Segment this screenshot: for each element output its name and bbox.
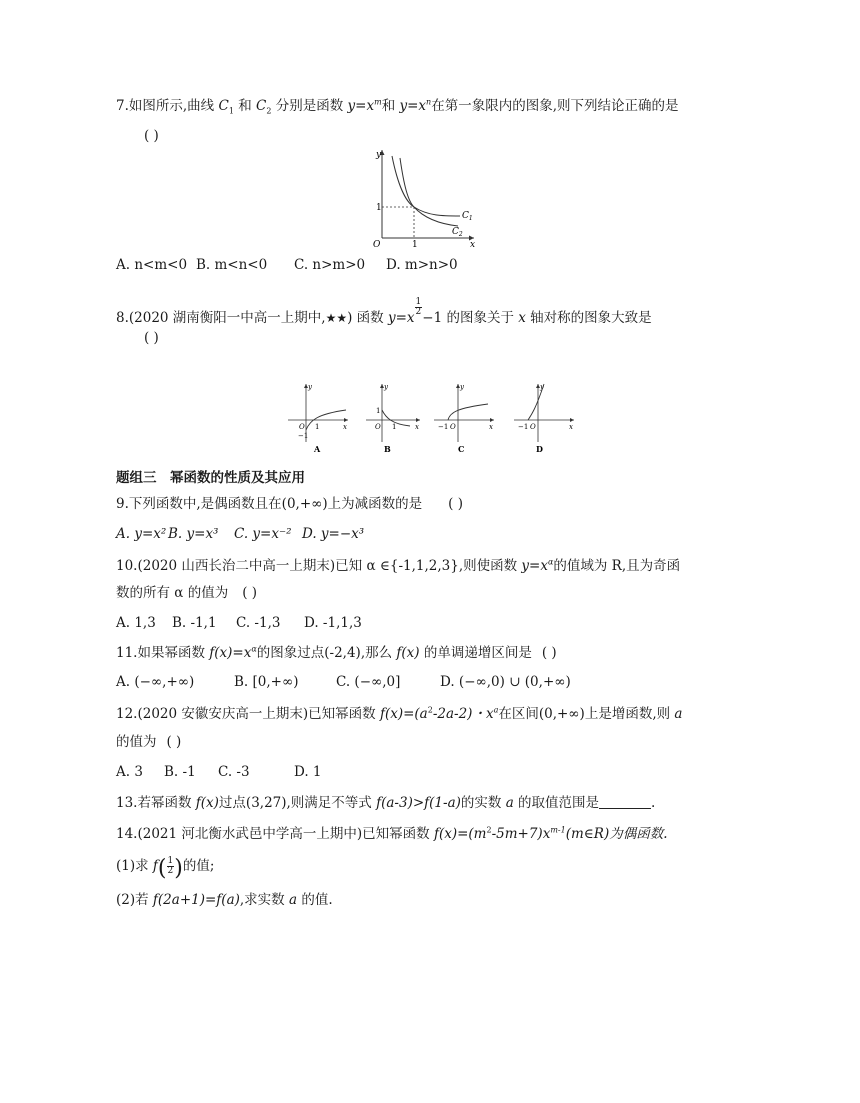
- svg-text:−1: −1: [518, 423, 529, 431]
- q12-option-a[interactable]: A. 3: [116, 764, 143, 780]
- svg-text:y: y: [308, 383, 312, 391]
- q8-answer-paren: ( ): [144, 330, 159, 346]
- q14-stem: 14.(2021 河北衡水武邑中学高一上期中)已知幂函数 $f(x)=(m^2-5m+7)x^{m-1}(m\in R)$为偶函数.: [116, 825, 668, 842]
- q11-answer-paren: ( ): [541, 645, 557, 661]
- q7-option-d[interactable]: D. m>n>0: [386, 257, 458, 273]
- q10-option-b[interactable]: B. -1,1: [172, 615, 217, 631]
- q8-graph-b[interactable]: [356, 380, 424, 454]
- q11-option-a[interactable]: A. (−∞,+∞): [116, 674, 195, 690]
- svg-text:y: y: [384, 383, 388, 391]
- q10-stem-line2: 数的所有 α 的值为 ( ): [116, 585, 258, 601]
- q12-stem-line2: 的值为 ( ): [116, 734, 182, 750]
- svg-text:1: 1: [392, 423, 397, 431]
- q7-answer-paren: ( ): [144, 128, 159, 144]
- svg-text:O: O: [375, 423, 381, 431]
- svg-text:−1: −1: [298, 432, 309, 440]
- q11-options: [116, 674, 571, 690]
- q12-answer-paren: ( ): [166, 734, 182, 750]
- q9-answer-paren: ( ): [448, 496, 463, 512]
- q13-answer-blank[interactable]: [599, 795, 651, 809]
- q7-c1-label: $C_1$: [462, 211, 473, 222]
- svg-text:O: O: [299, 423, 305, 431]
- q7-options: [116, 257, 458, 273]
- q9-stem: 9.下列函数中,是偶函数且在(0,+∞)上为减函数的是 ( ): [116, 496, 463, 512]
- q8-graph-a[interactable]: [284, 380, 352, 454]
- q8-stem: 8.(2020 湖南衡阳一中高一上期中,★★) 函数 y=x $\frac{1}{2}-1$ 的图象关于 x 轴对称的图象大致是: [116, 297, 652, 326]
- q10-option-d[interactable]: D. -1,1,3: [304, 615, 362, 631]
- svg-text:x: x: [489, 423, 493, 431]
- q7-option-c[interactable]: C. n>m>0: [294, 257, 366, 273]
- q7-option-a[interactable]: A. n<m<0: [116, 257, 188, 273]
- svg-text:−1: −1: [438, 423, 449, 431]
- q14-part2: (2)若 f(2a+1)=f(a),求实数 a 的值.: [116, 892, 333, 908]
- q12-option-c[interactable]: C. -3: [218, 764, 250, 780]
- q10-answer-paren: ( ): [242, 585, 258, 601]
- q12-option-b[interactable]: B. -1: [164, 764, 196, 780]
- svg-text:1: 1: [376, 407, 381, 415]
- q7-y-label: y: [376, 150, 382, 160]
- svg-text:A: A: [314, 444, 321, 454]
- q9-option-b[interactable]: B. y=x³: [168, 526, 219, 542]
- q12-options: [116, 764, 322, 780]
- q7-option-b[interactable]: B. m<n<0: [196, 257, 268, 273]
- q13-stem: 13.若幂函数 f(x)过点(3,27),则满足不等式 f(a-3)>f(1-a)的实数 a 的取值范围是 .: [116, 795, 656, 811]
- svg-text:1: 1: [315, 423, 320, 431]
- q7-x-label: x: [470, 240, 476, 250]
- q14-part1: (1)求 f( $\frac{1}{2}$)的值;: [116, 856, 215, 881]
- svg-text:C: C: [458, 444, 465, 454]
- section-heading: 题组三 幂函数的性质及其应用: [116, 470, 305, 486]
- svg-text:O: O: [530, 423, 536, 431]
- svg-text:x: x: [343, 423, 347, 431]
- q7-stem: 7.如图所示,曲线 $C_1$ 和 $C_2$ 分别是函数 $y=x^m$和 $y=x^n$在第一象限内的图象,则下列结论正确的是: [116, 97, 679, 116]
- q10-option-a[interactable]: A. 1,3: [116, 615, 156, 631]
- q12-stem-line1: 12.(2020 安徽安庆高一上期末)已知幂函数 $f(x)=(a^2-2a-2)$・$x^a$在区间(0,+∞)上是增函数,则 a: [116, 705, 683, 722]
- svg-text:x: x: [415, 423, 419, 431]
- q10-option-c[interactable]: C. -1,3: [236, 615, 281, 631]
- q7-graph: [368, 146, 478, 250]
- q12-option-d[interactable]: D. 1: [294, 764, 322, 780]
- q9-option-d[interactable]: D. y=−x³: [302, 526, 365, 542]
- q11-option-d[interactable]: D. (−∞,0) ∪ (0,+∞): [440, 674, 571, 690]
- q9-option-a[interactable]: A. y=x²: [116, 526, 167, 542]
- q7-origin: O: [373, 240, 381, 250]
- q8-graph-c[interactable]: [430, 380, 498, 454]
- q11-stem: 11.如果幂函数 $f(x)=x^\alpha$的图象过点(-2,4),那么 f(x) 的单调递增区间是 ( ): [116, 644, 557, 661]
- svg-text:y: y: [460, 383, 464, 391]
- svg-text:D: D: [536, 444, 543, 454]
- q8-graph-d[interactable]: [510, 380, 578, 454]
- svg-text:x: x: [569, 423, 573, 431]
- svg-text:B: B: [384, 444, 391, 454]
- svg-text:y: y: [540, 383, 544, 391]
- q9-option-c[interactable]: C. y=x⁻²: [234, 526, 292, 542]
- q7-tick-x: 1: [412, 240, 418, 250]
- q9-options: [116, 526, 364, 542]
- difficulty-star-icon: ★★: [325, 311, 348, 325]
- q10-options: [116, 615, 362, 631]
- q10-stem-line1: 10.(2020 山西长治二中高一上期末)已知 α ∈{-1,1,2,3},则使函数 $y=x^\alpha$的值域为 R,且为奇函: [116, 557, 681, 574]
- svg-text:O: O: [450, 423, 456, 431]
- q7-tick-y: 1: [376, 203, 382, 213]
- q7-c2-label: $C_2$: [452, 227, 463, 238]
- q11-option-c[interactable]: C. (−∞,0]: [336, 674, 401, 690]
- q11-option-b[interactable]: B. [0,+∞): [234, 674, 299, 690]
